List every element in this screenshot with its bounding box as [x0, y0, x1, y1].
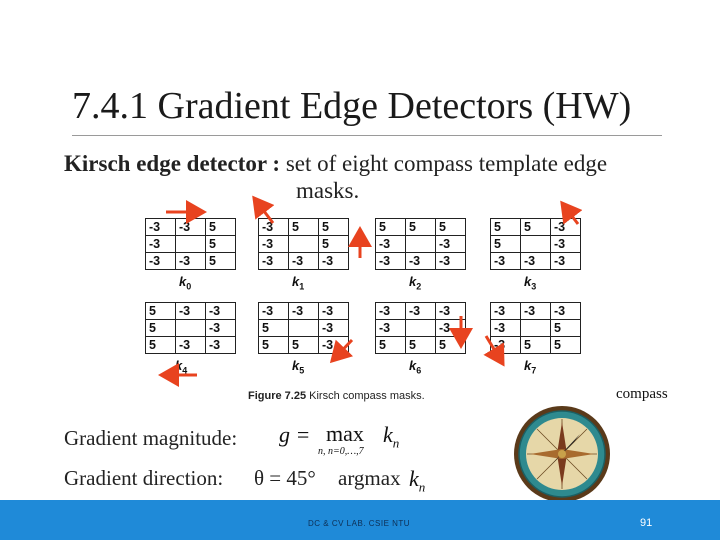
mask-cell: 5: [491, 219, 521, 236]
mask-label-k0: $k_0$: [179, 274, 192, 292]
mask-cell: -3: [259, 253, 289, 270]
gradient-magnitude-op: max: [326, 421, 364, 446]
mask-cell: 5: [319, 236, 349, 253]
gradient-magnitude-arg: $k_n$: [383, 422, 400, 451]
mask-cell: -3: [176, 219, 206, 236]
mask-cell: -3: [436, 320, 466, 337]
mask-cell: 5: [206, 253, 236, 270]
mask-label-k4: $k_4$: [175, 358, 188, 376]
mask-cell: -3: [406, 253, 436, 270]
mask-cell: -3: [146, 253, 176, 270]
figure-text: Kirsch compass masks.: [309, 390, 425, 402]
mask-cell: 5: [206, 236, 236, 253]
mask-cell: -3: [319, 303, 349, 320]
mask-cell: -3: [206, 303, 236, 320]
mask-cell: -3: [176, 337, 206, 354]
mask-cell: -3: [289, 253, 319, 270]
arrow-k3: [562, 203, 578, 224]
mask-label-k6: $k_6$: [409, 358, 422, 376]
mask-cell: -3: [289, 303, 319, 320]
mask-cell: -3: [319, 253, 349, 270]
mask-cell: -3: [491, 337, 521, 354]
arrow-k7: [486, 336, 503, 364]
kirsch-label: Kirsch edge detector :: [64, 151, 281, 176]
mask-cell: 5: [206, 219, 236, 236]
mask-cell: -3: [319, 337, 349, 354]
gradient-direction-lhs: θ = 45°: [254, 466, 316, 490]
mask-cell: 5: [436, 337, 466, 354]
slide-title: 7.4.1 Gradient Edge Detectors (HW): [72, 85, 632, 127]
compass-image: [512, 404, 612, 504]
mask-cell: -3: [259, 219, 289, 236]
mask-cell: -3: [319, 320, 349, 337]
mask-label-k3: $k_3$: [524, 274, 537, 292]
mask-cell: -3: [436, 303, 466, 320]
mask-cell: 5: [376, 219, 406, 236]
mask-cell: -3: [551, 219, 581, 236]
gradient-magnitude-lhs: g =: [279, 422, 311, 447]
mask-cell: -3: [259, 303, 289, 320]
mask-cell: -3: [146, 236, 176, 253]
figure-caption: [248, 390, 425, 402]
mask-cell: -3: [406, 303, 436, 320]
footer-bar: [0, 500, 720, 540]
mask-cell: 5: [259, 337, 289, 354]
gradient-magnitude-op-sub: n, n=0,…,7: [318, 446, 364, 457]
mask-cell: -3: [436, 253, 466, 270]
mask-cell: 5: [319, 219, 349, 236]
mask-cell: -3: [551, 236, 581, 253]
mask-cell: 5: [551, 337, 581, 354]
gradient-direction-arg: $k_n$: [409, 466, 426, 495]
mask-cell: -3: [376, 253, 406, 270]
mask-cell: 5: [406, 219, 436, 236]
mask-cell: -3: [521, 303, 551, 320]
mask-label-k2: $k_2$: [409, 274, 422, 292]
mask-cell: -3: [521, 253, 551, 270]
mask-cell: 5: [146, 337, 176, 354]
mask-cell: -3: [436, 236, 466, 253]
mask-cell: -3: [491, 303, 521, 320]
mask-label-k5: $k_5$: [292, 358, 305, 376]
mask-cell: -3: [259, 236, 289, 253]
mask-cell: -3: [376, 303, 406, 320]
kirsch-text-line2: masks.: [296, 178, 360, 203]
mask-cell: 5: [406, 337, 436, 354]
mask-cell: -3: [491, 253, 521, 270]
mask-cell: 5: [551, 320, 581, 337]
mask-cell: -3: [551, 253, 581, 270]
mask-cell: -3: [146, 219, 176, 236]
mask-cell: -3: [206, 320, 236, 337]
footer-lab-name: DC & CV LAB. CSIE NTU: [308, 519, 411, 528]
mask-cell: 5: [259, 320, 289, 337]
mask-label-k7: $k_7$: [524, 358, 537, 376]
mask-cell: 5: [289, 219, 319, 236]
gradient-magnitude-label: Gradient magnitude:: [64, 426, 238, 450]
mask-cell: 5: [146, 320, 176, 337]
mask-cell: 5: [289, 337, 319, 354]
mask-cell: 5: [491, 236, 521, 253]
mask-cell: -3: [376, 320, 406, 337]
mask-cell: -3: [206, 337, 236, 354]
mask-cell: -3: [176, 303, 206, 320]
gradient-direction-op: argmax: [338, 466, 401, 490]
mask-cell: -3: [491, 320, 521, 337]
mask-label-k1: $k_1$: [292, 274, 305, 292]
gradient-direction-label: Gradient direction:: [64, 466, 224, 490]
mask-cell: -3: [551, 303, 581, 320]
mask-cell: -3: [176, 253, 206, 270]
mask-cell: 5: [521, 219, 551, 236]
figure-number: Figure 7.25: [248, 390, 307, 402]
mask-cell: 5: [376, 337, 406, 354]
mask-cell: -3: [376, 236, 406, 253]
arrow-k1: [254, 198, 273, 223]
arrow-k5: [332, 340, 352, 361]
mask-cell: 5: [146, 303, 176, 320]
kirsch-text-line1: set of eight compass template edge: [285, 151, 608, 176]
mask-cell: 5: [521, 337, 551, 354]
compass-label: compass: [616, 386, 668, 402]
page-number: 91: [640, 517, 653, 529]
mask-cell: 5: [436, 219, 466, 236]
